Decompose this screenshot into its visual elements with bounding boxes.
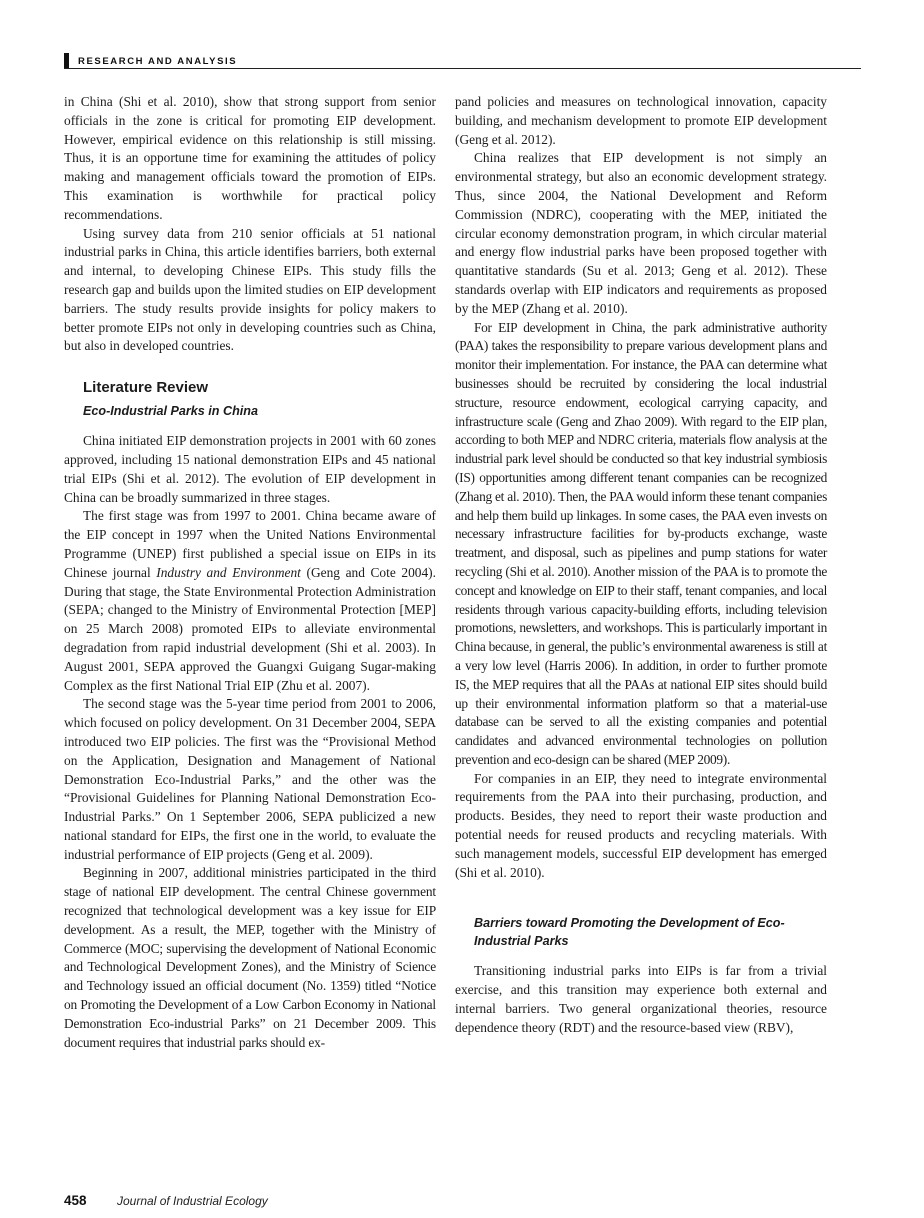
paragraph: China realizes that EIP development is not simply an environmental strategy, but also an economic development strategy. Thus, since 2004, the National Development and Reform Commission (NDRC), cooperating with the MEP, initiated the circular economy demonstration program, in which circular material and energy flow industrial parks have been proposed together with quantitative standards (Su et al. 2013; Geng et al. 2012). These standards overlap with EIP indicators and requirements as proposed by the MEP (Zhang et al. 2010).: [455, 150, 827, 316]
journal-title: Journal of Industrial Ecology: [117, 1194, 268, 1208]
section-label: RESEARCH AND ANALYSIS: [78, 56, 238, 67]
page-number: 458: [64, 1193, 87, 1208]
paragraph-text: The first stage was from 1997 to 2001. China became aware of the EIP concept in 1997 when the United Nations Environmental Programme (UNEP) first published a special issue on EIPs in its Chinese journal: [64, 508, 436, 580]
paragraph: [64, 507, 436, 695]
paragraph: pand policies and measures on technological innovation, capacity building, and mechanism development to promote EIP development (Geng et al. 2012).: [455, 94, 827, 147]
section-heading: Literature Review: [83, 379, 209, 397]
paragraph-text: (Geng and Cote 2004). During that stage, the State Environmental Protection Administration (SEPA; changed to the Ministry of Environmental Protection [MEP] on 25 March 2008) promoted EIPs to alleviate environmental degradation from rapid industrial development (Shi et al. 2003). In August 2001, SEPA approved the Guangxi Guigang Sugar-making Complex as the first National Trial EIP (Zhu et al. 2007).: [64, 564, 436, 693]
paragraph: For EIP development in China, the park administrative authority (PAA) takes the responsibility to prepare various development plans and monitor their implementation. For instance, the PAA can determine what businesses should be recruited by considering the local industrial structure, resource endowment, ecological carrying capacity, and infrastructure scale (Geng and Zhao 2009). With regard to the EIP plan, according to both MEP and NDRC criteria, materials flow analysis at the industrial park level should be conducted so that key industrial symbiosis (IS) opportunities among different tenant companies can be recognized (Zhang et al. 2010). Then, the PAA would inform these tenant companies and help them build up linkages. In some cases, the PAA even invests on necessary infrastructure facilities for by-products exchange, waste treatment, and disposal, such as pipelines and pump stations for water recycling (Shi et al. 2010). Another mission of the PAA is to promote the concept and knowledge on EIP to their staff, tenant companies, and local residents through various capacity-building efforts, including television promotions, newsletters, and workshops. This is particularly important in China because, in general, the public’s environmental awareness is still at a very low level (Harris 2006). In addition, in order to further promote IS, the MEP requires that all the PAAs at national EIP sites should build up their environmental information platform so that a material-use database can be served to all the existing companies and potential candidates and advanced environmental technologies on pollution prevention and eco-design can be shared (MEP 2009).: [455, 319, 827, 767]
left-column: [64, 93, 436, 1052]
paragraph: Beginning in 2007, additional ministries participated in the third stage of national EIP development. The central Chinese government recognized that technological development was a key issue for EIP development. As a result, the MEP, together with the Ministry of Commerce (MOC; supervising the development of National Economic and Technological Development Zones), and the Ministry of Science and Technology issued an official document (No. 1359) titled “Notice on Promoting the Development of a Low Carbon Economy in National Demonstration Eco-industrial Parks” on 21 December 2009. This document requires that industrial parks should ex-: [64, 865, 436, 1050]
paragraph: For companies in an EIP, they need to integrate environmental requirements from the PAA into their purchasing, production, and products. Besides, they need to report their waste production and potential needs for reused products and recycling materials. With such management models, successful EIP development has emerged (Shi et al. 2010).: [455, 770, 827, 880]
right-column: [455, 93, 827, 1038]
paragraph: China initiated EIP demonstration projects in 2001 with 60 zones approved, including 15 national demonstration EIPs and 45 national trial EIPs (Shi et al. 2012). The evolution of EIP development in China can be broadly summarized in three stages.: [64, 433, 436, 505]
subsection-heading: Barriers toward Promoting the Development of Eco-Industrial Parks: [474, 916, 785, 949]
paragraph: Transitioning industrial parks into EIPs is far from a trivial exercise, and this transition may experience both external and internal barriers. Two general organizational theories, resource dependence theory (RDT) and the resource-based view (RBV),: [455, 963, 827, 1035]
paragraph: Using survey data from 210 senior officials at 51 national industrial parks in China, this article identifies barriers, both external and internal, to developing Chinese EIPs. This study fills the research gap and builds upon the limited studies on EIP development barriers. The study results provide insights for policy makers to better promote EIPs not only in developing countries such as China, but also in developed countries.: [64, 225, 436, 354]
subsection-heading: Eco-Industrial Parks in China: [83, 404, 258, 419]
paragraph: The second stage was the 5-year time period from 2001 to 2006, which focused on policy development. On 31 December 2004, SEPA introduced two EIP policies. The first was the “Provisional Method on the Application, Designation and Management of National Demonstration Eco-Industrial Parks,” and the other was the “Provisional Guidelines for Planning National Demonstration Eco-Industrial Parks.” On 1 September 2006, SEPA publicized a new national standard for EIPs, the first one in the world, to evaluate the industrial performance of EIP projects (Geng et al. 2009).: [64, 696, 436, 862]
journal-name-italic: Industry and Environment: [156, 564, 301, 580]
header-bar-marker: [64, 53, 69, 68]
paragraph: in China (Shi et al. 2010), show that strong support from senior officials in the zone is critical for promoting EIP development. However, empirical evidence on this relationship is still missing. Thus, it is an opportune time for examining the attitudes of policy making and management officials toward the promotion of EIPs. This examination is worthwhile for practical policy recommendations.: [64, 94, 436, 222]
header-rule: [64, 68, 861, 69]
